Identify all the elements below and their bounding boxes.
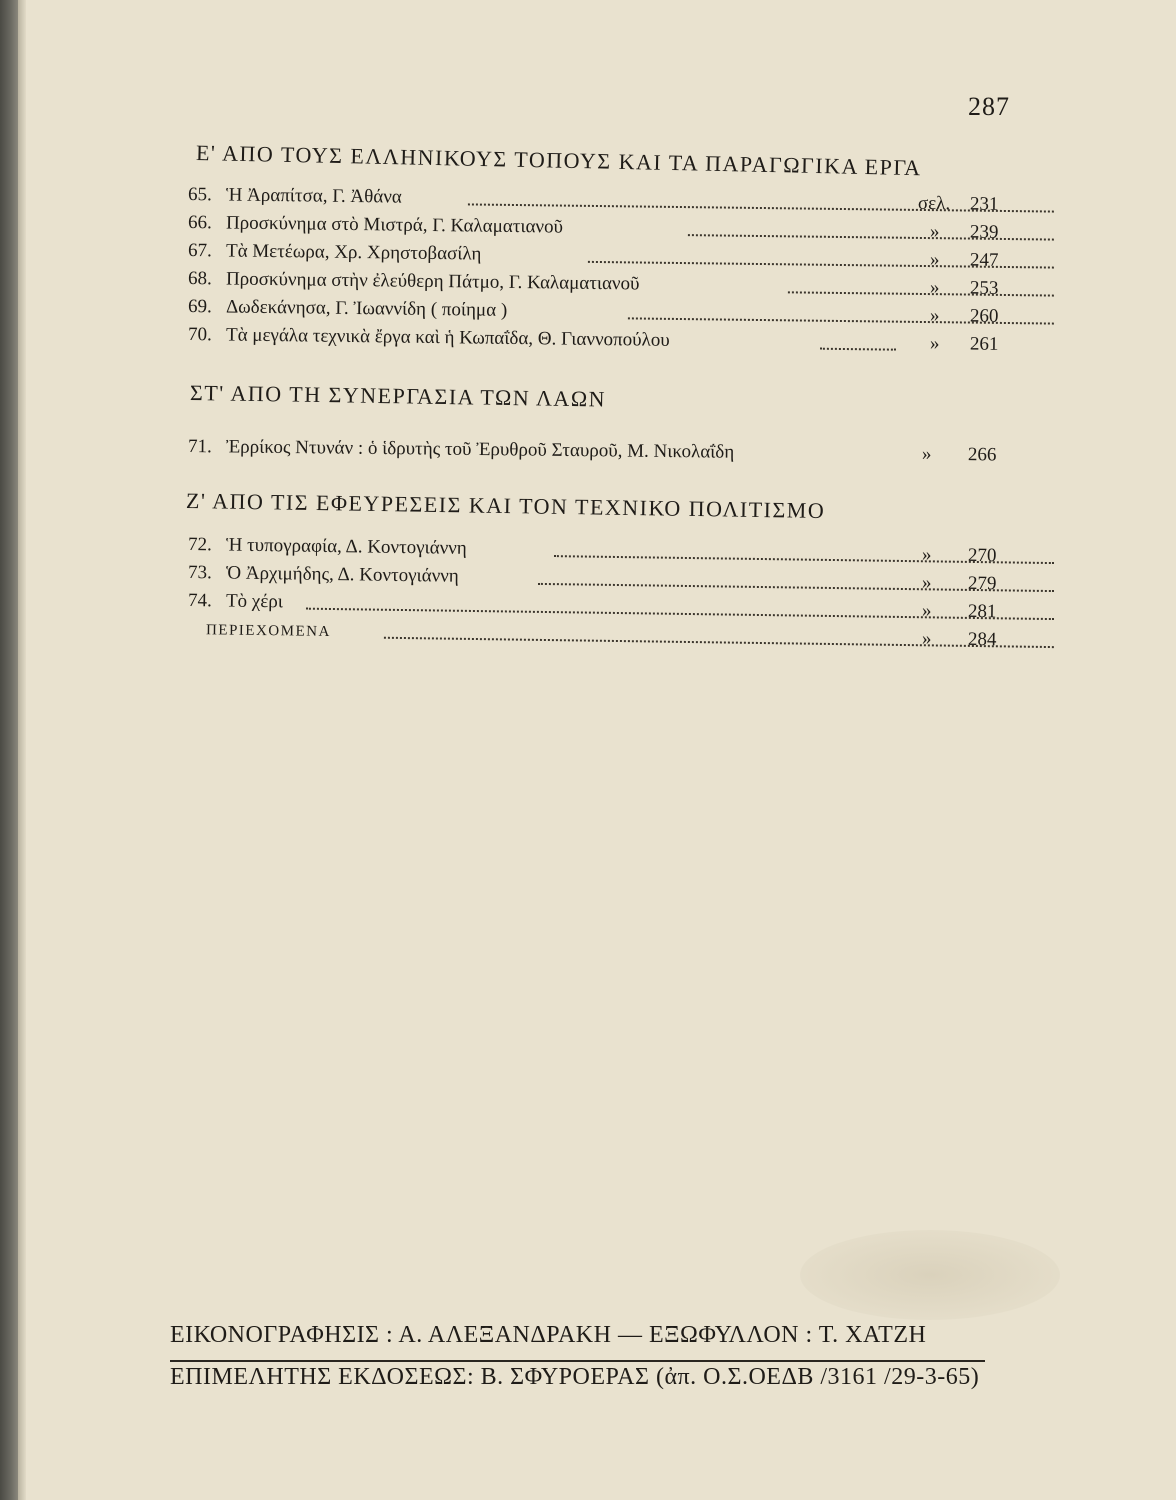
credits-illustration: ΕΙΚΟΝΟΓΡΑΦΗΣΙΣ : Α. ΑΛΕΞΑΝΔΡΑΚΗ — ΕΞΩΦΥΛΛΟΝ : Τ. ΧΑΤΖΗ (170, 1322, 927, 1348)
entry-page: 260 (969, 305, 999, 327)
entry-page: 281 (967, 600, 997, 623)
page-mark: » (929, 221, 940, 243)
entry-title: Ὁ Ἀρχιμήδης, Δ. Κοντογιάννη (225, 562, 459, 587)
entry-title: ΠΕΡΙΕΧΟΜΕΝΑ (205, 622, 331, 640)
entry-title: Τὰ μεγάλα τεχνικὰ ἔργα καὶ ἡ Κωπαΐδα, Θ. Γιαννοπούλου (225, 324, 670, 351)
entry-number: 69. (187, 296, 212, 318)
page-mark: » (929, 333, 940, 355)
leader-dots (788, 289, 1054, 296)
toc-entry (188, 436, 1014, 471)
entry-page: 270 (967, 544, 997, 567)
entry-title: Προσκύνημα στὸ Μιστρά, Γ. Καλαματιανοῦ (225, 212, 564, 238)
entry-title: Ἡ τυπογραφία, Δ. Κοντογιάννη (225, 534, 467, 559)
page-mark: » (921, 628, 932, 650)
entry-number: 71. (187, 436, 212, 458)
entry-number: 70. (187, 324, 212, 346)
entry-number: 67. (187, 240, 212, 262)
page-mark: » (921, 600, 932, 622)
page-number: 287 (968, 92, 1010, 121)
entry-title: Δωδεκάνησα, Γ. Ἰωαννίδη ( ποίημα ) (225, 296, 508, 321)
entry-number: 73. (187, 562, 212, 584)
book-spine (0, 0, 18, 1500)
credits-editor: ΕΠΙΜΕΛΗΤΗΣ ΕΚΔΟΣΕΩΣ: Β. ΣΦΥΡΟΕΡΑΣ (ἀπ. Ο.Σ.ΟΕΔΒ /3161 /29-3-65) (170, 1364, 980, 1390)
page-mark: » (921, 544, 932, 566)
entry-page: 279 (967, 572, 997, 595)
leader-dots (820, 346, 896, 351)
leader-dots (384, 635, 1054, 648)
entry-page: 261 (969, 333, 999, 355)
paper-stain (800, 1230, 1060, 1320)
page-mark: σελ. (917, 192, 951, 215)
entry-number: 65. (187, 184, 212, 206)
entry-page: 253 (969, 277, 999, 299)
entry-page: 284 (967, 628, 997, 651)
entry-title: Ἡ Ἀραπίτσα, Γ. Ἀθάνα (225, 184, 402, 208)
entry-page: 266 (967, 444, 997, 466)
spine-edge (18, 0, 26, 1500)
credits-divider (170, 1360, 985, 1362)
entry-page: 239 (969, 221, 999, 243)
entry-title: Ἐρρίκος Ντυνάν : ὁ ἱδρυτὴς τοῦ Ἐρυθροῦ Σταυροῦ, Μ. Νικολαΐδη (225, 436, 735, 463)
page-mark: » (929, 277, 940, 299)
entry-title: Τὸ χέρι (225, 590, 284, 613)
page-mark: » (929, 305, 940, 327)
section-title-e: Ε' ΑΠΟ ΤΟΥΣ ΕΛΛΗΝΙΚΟΥΣ ΤΟΠΟΥΣ ΚΑΙ ΤΑ ΠΑΡΑΓΩΓΙΚΑ ΕΡΓΑ (195, 140, 922, 181)
leader-dots (688, 232, 1054, 240)
page-mark: » (929, 249, 940, 271)
leader-dots (306, 606, 1054, 620)
leader-dots (468, 201, 1054, 212)
entry-page: 247 (969, 249, 999, 271)
entry-number: 72. (187, 534, 212, 556)
entry-page: 231 (969, 193, 999, 215)
section-title-st: ΣΤ' ΑΠΟ ΤΗ ΣΥΝΕΡΓΑΣΙΑ ΤΩΝ ΛΑΩΝ (189, 380, 607, 412)
entry-number: 68. (187, 268, 212, 290)
section-title-z: Ζ' ΑΠΟ ΤΙΣ ΕΦΕΥΡΕΣΕΙΣ ΚΑΙ ΤΟΝ ΤΕΧΝΙΚΟ ΠΟΛΙΤΙΣΜΟ (185, 488, 826, 524)
entry-number: 66. (187, 212, 212, 234)
entry-title: Τὰ Μετέωρα, Χρ. Χρηστοβασίλη (225, 240, 482, 265)
entry-title: Προσκύνημα στὴν ἐλεύθερη Πάτμο, Γ. Καλαματιανοῦ (225, 268, 640, 295)
page-mark: » (921, 572, 932, 594)
entry-number: 74. (187, 590, 212, 612)
page-mark: » (921, 443, 932, 465)
